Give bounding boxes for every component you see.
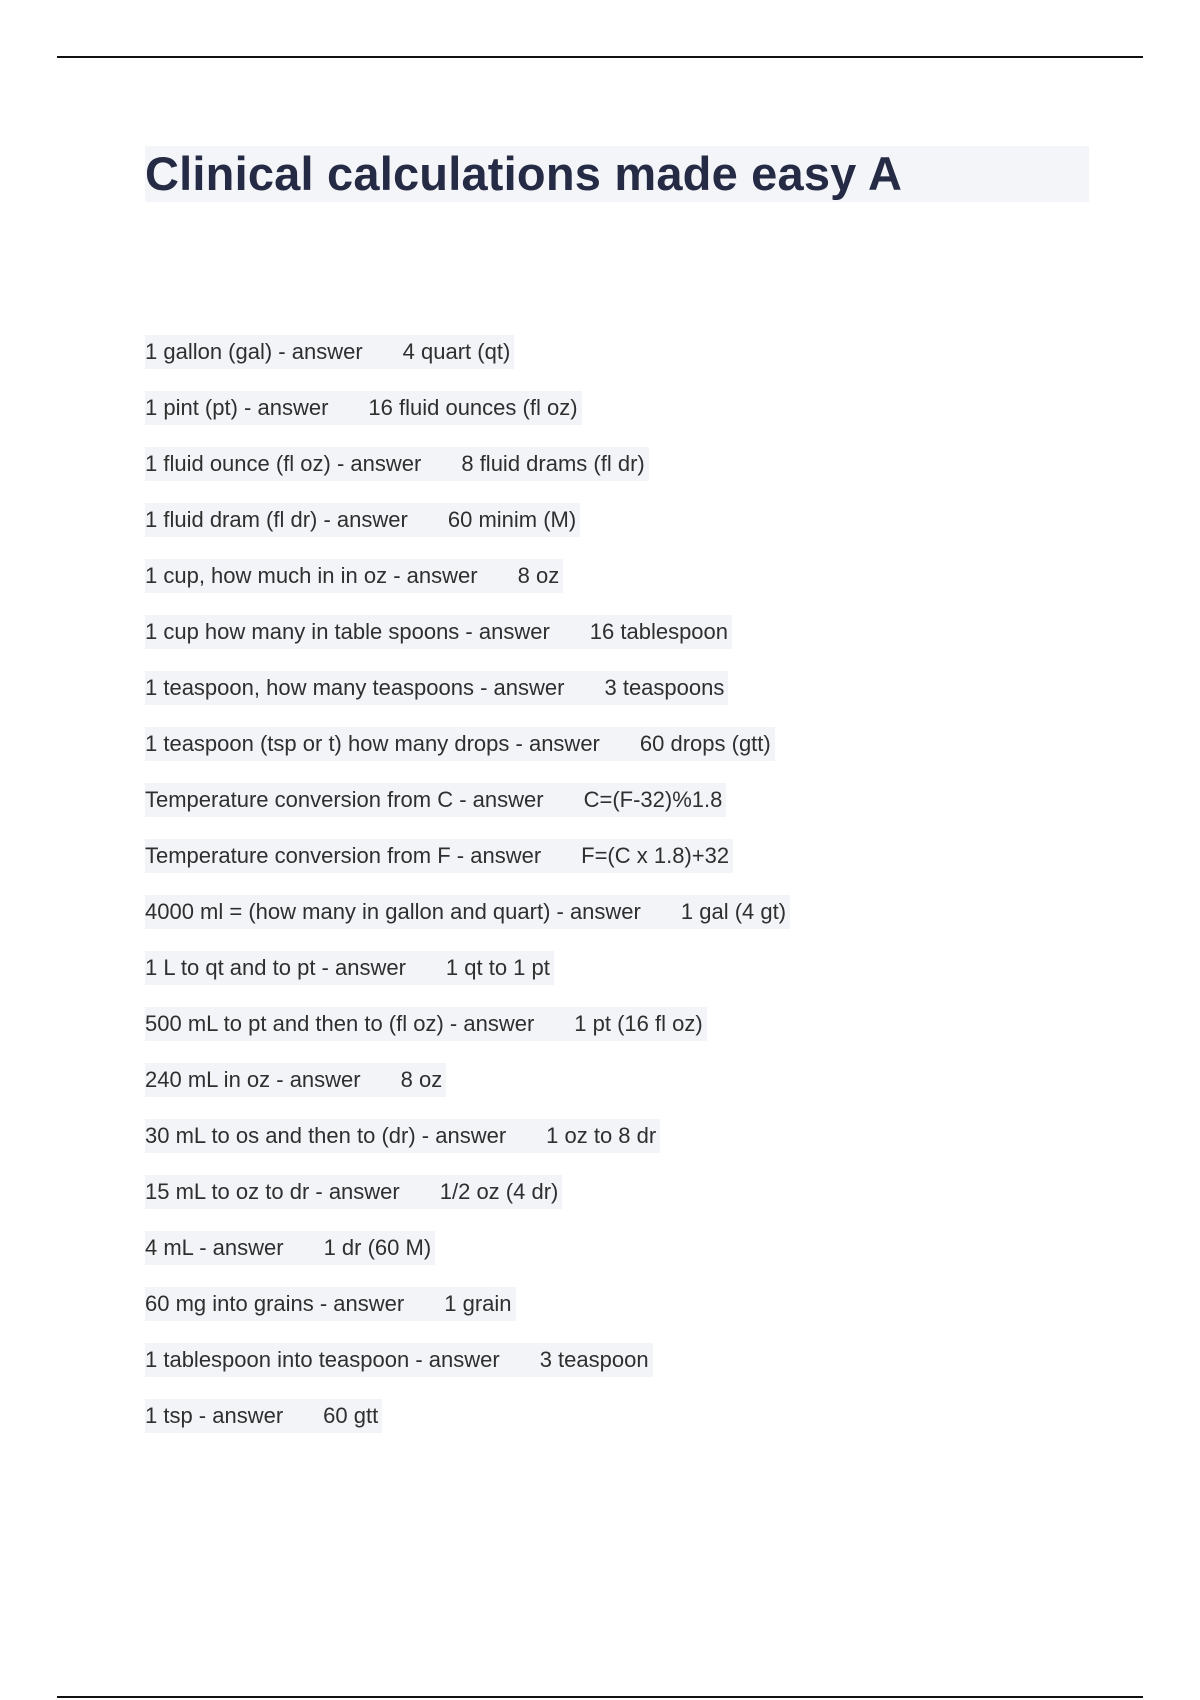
question-text: 4 mL - answer (145, 1235, 284, 1260)
answer-text: 3 teaspoon (539, 1347, 649, 1372)
list-item (145, 615, 790, 671)
list-item (145, 1007, 790, 1063)
answer-text: 60 minim (M) (447, 507, 577, 532)
bottom-rule (57, 1696, 1143, 1698)
answer-text: C=(F-32)%1.8 (583, 787, 723, 812)
list-item (145, 783, 790, 839)
question-text: 1 tsp - answer (145, 1403, 284, 1428)
list-item (145, 559, 790, 615)
question-text: 1 tablespoon into teaspoon - answer (145, 1347, 500, 1372)
list-item (145, 447, 790, 503)
list-item (145, 1063, 790, 1119)
question-text: 1 fluid ounce (fl oz) - answer (145, 451, 422, 476)
answer-text: 4 quart (qt) (402, 339, 511, 364)
list-item (145, 1119, 790, 1175)
answer-text: 1 gal (4 gt) (680, 899, 787, 924)
answer-text: 60 drops (gtt) (639, 731, 771, 756)
list-item (145, 671, 790, 727)
qa-list (145, 335, 790, 1455)
question-text: 15 mL to oz to dr - answer (145, 1179, 400, 1204)
answer-text: 1 grain (444, 1291, 512, 1316)
list-item (145, 391, 790, 447)
list-item (145, 1287, 790, 1343)
list-item (145, 1399, 790, 1455)
list-item (145, 1343, 790, 1399)
answer-text: 1/2 oz (4 dr) (439, 1179, 559, 1204)
question-text: Temperature conversion from F - answer (145, 843, 542, 868)
list-item (145, 839, 790, 895)
question-text: 1 teaspoon (tsp or t) how many drops - answer (145, 731, 600, 756)
answer-text: 16 tablespoon (589, 619, 729, 644)
question-text: 1 cup, how much in in oz - answer (145, 563, 478, 588)
list-item (145, 727, 790, 783)
question-text: 500 mL to pt and then to (fl oz) - answer (145, 1011, 535, 1036)
list-item (145, 1175, 790, 1231)
answer-text: 3 teaspoons (604, 675, 725, 700)
list-item (145, 335, 790, 391)
question-text: 60 mg into grains - answer (145, 1291, 405, 1316)
list-item (145, 895, 790, 951)
question-text: 1 gallon (gal) - answer (145, 339, 363, 364)
question-text: 240 mL in oz - answer (145, 1067, 361, 1092)
question-text: 4000 ml = (how many in gallon and quart) - answer (145, 899, 641, 924)
question-text: 1 cup how many in table spoons - answer (145, 619, 550, 644)
question-text: 30 mL to os and then to (dr) - answer (145, 1123, 507, 1148)
list-item (145, 503, 790, 559)
answer-text: 1 qt to 1 pt (445, 955, 550, 980)
question-text: 1 fluid dram (fl dr) - answer (145, 507, 408, 532)
answer-text: 1 oz to 8 dr (546, 1123, 657, 1148)
question-text: 1 pint (pt) - answer (145, 395, 329, 420)
answer-text: 8 oz (517, 563, 560, 588)
answer-text: 60 gtt (323, 1403, 379, 1428)
answer-text: 16 fluid ounces (fl oz) (368, 395, 578, 420)
answer-text: 8 fluid drams (fl dr) (461, 451, 645, 476)
top-rule (57, 56, 1143, 58)
list-item (145, 951, 790, 1007)
question-text: 1 L to qt and to pt - answer (145, 955, 406, 980)
list-item (145, 1231, 790, 1287)
question-text: Temperature conversion from C - answer (145, 787, 544, 812)
answer-text: 1 dr (60 M) (323, 1235, 432, 1260)
answer-text: 8 oz (400, 1067, 443, 1092)
page-title: Clinical calculations made easy A (145, 147, 903, 200)
answer-text: 1 pt (16 fl oz) (574, 1011, 703, 1036)
question-text: 1 teaspoon, how many teaspoons - answer (145, 675, 565, 700)
answer-text: F=(C x 1.8)+32 (581, 843, 730, 868)
